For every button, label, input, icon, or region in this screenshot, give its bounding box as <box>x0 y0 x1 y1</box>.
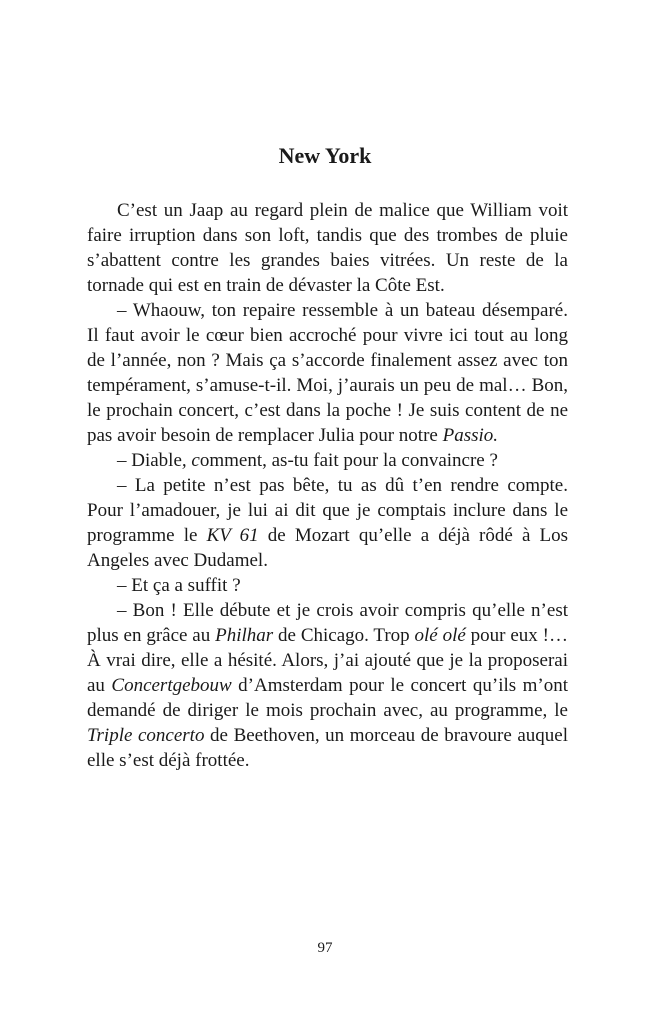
body-text <box>87 198 568 773</box>
text-run: de Beethoven, un morceau de bravoure auquel elle s’est déjà frottée. <box>87 725 568 771</box>
text-run: C’est un Jaap au regard plein de malice que William voit faire irruption dans son loft, tandis que des trombes de pluie s’abattent contre les grandes baies vitrées. Un reste de la tornade qui est en train de dévaster la Côte Est. <box>87 200 568 296</box>
chapter-title: New York <box>278 143 372 168</box>
text-run: pour eux !… À vrai dire, elle a hésité. Alors, j’ai ajouté que je la proposerai au <box>87 625 568 696</box>
italic-title: Concertgebouw <box>111 675 232 696</box>
italic-run: , c <box>181 450 200 471</box>
text-run: de Chicago. Trop <box>273 625 415 646</box>
italic-title: olé olé <box>414 625 466 646</box>
text-run: omment, as-tu fait pour la convaincre ? <box>199 450 498 471</box>
italic-title: Passio. <box>442 425 499 446</box>
paragraph <box>87 298 568 448</box>
italic-title: Philhar <box>215 625 274 646</box>
text-run: – La petite n’est pas bête, tu as dû t’en rendre compte. Pour l’amadouer, je lui ai dit que je comptais inclure dans le programme le <box>87 475 568 546</box>
page-number: 97 <box>317 940 333 956</box>
italic-title: Triple concerto <box>87 725 205 746</box>
text-run: – Diable <box>117 450 182 471</box>
italic-title: KV 61 <box>206 525 259 546</box>
text-run: – Et ça a suffit ? <box>117 575 241 596</box>
paragraph <box>87 473 568 573</box>
text-run: de Mozart qu’elle a déjà rôdé à Los Angeles avec Dudamel. <box>87 525 569 571</box>
text-run: – Bon ! Elle débute et je crois avoir compris qu’elle n’est plus en grâce au <box>87 600 568 646</box>
text-run: – Whaouw, ton repaire ressemble à un bateau désemparé. Il faut avoir le cœur bien accroché pour vivre ici tout au long de l’année, non ? Mais ça s’accorde finalement assez avec ton tempérament, s’amuse-t-il. Moi, j’aurais un peu de mal… Bon, le prochain concert, c’est dans la poche ! Je suis content de ne pas avoir besoin de remplacer Julia pour notre <box>87 300 568 446</box>
text-run: d’Amsterdam pour le concert qu’ils m’ont demandé de diriger le mois prochain avec, au programme, le <box>87 675 568 721</box>
paragraph <box>87 573 568 598</box>
paragraph <box>87 198 568 298</box>
paragraph <box>87 448 568 473</box>
paragraph <box>87 598 568 773</box>
